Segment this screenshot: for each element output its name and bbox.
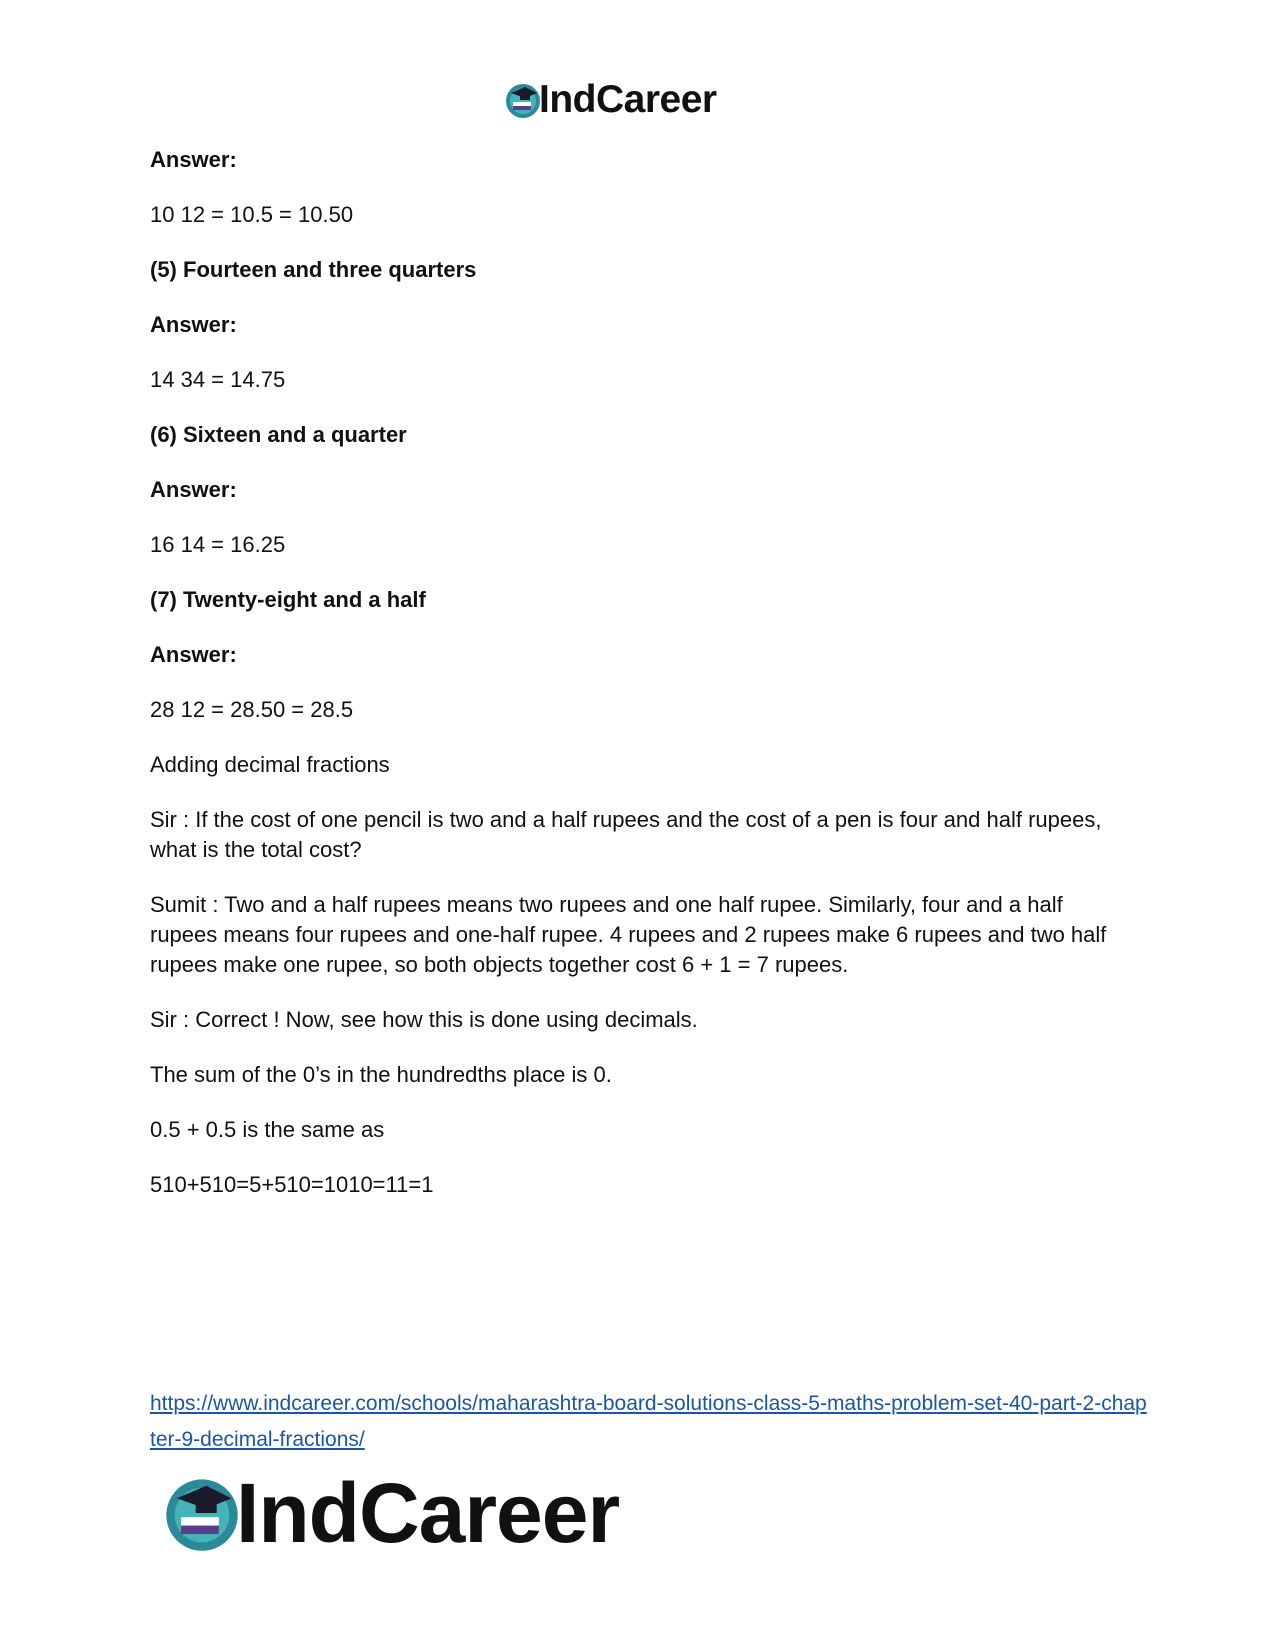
question-heading: (7) Twenty-eight and a half — [150, 587, 426, 612]
question-heading: (5) Fourteen and three quarters — [150, 257, 477, 282]
paragraph: Sir : Correct ! Now, see how this is done using decimals. — [150, 1007, 698, 1032]
answer-label: Answer: — [150, 312, 237, 337]
answer-label: Answer: — [150, 642, 237, 667]
globe-logo-icon — [503, 80, 543, 120]
answer-label: Answer: — [150, 147, 237, 172]
globe-logo-icon — [160, 1471, 244, 1555]
answer-text: 16 14 = 16.25 — [150, 532, 286, 557]
section-heading: Adding decimal fractions — [150, 752, 390, 777]
source-url-link[interactable]: https://www.indcareer.com/schools/maharashtra-board-solutions-class-5-maths-problem-set-40-part-2-chapter-9-decimal-fractions/ — [150, 1392, 1147, 1451]
equation-text: 510+510=5+510=1010=11=1 — [150, 1172, 434, 1197]
document-body — [150, 145, 1130, 1225]
header-logo — [503, 78, 717, 122]
logo-wordmark: IndCareer — [236, 1466, 620, 1560]
paragraph: Sumit : Two and a half rupees means two rupees and one half rupee. Similarly, four and a half rupees means four rupees and one-half rupee. 4 rupees and 2 rupees make 6 rupees and two half rupees make one rupee, so both objects together cost 6 + 1 = 7 rupees. — [150, 892, 1107, 977]
answer-label: Answer: — [150, 477, 237, 502]
logo-wordmark: IndCareer — [539, 78, 717, 121]
answer-text: 14 34 = 14.75 — [150, 367, 286, 392]
paragraph: The sum of the 0’s in the hundredths place is 0. — [150, 1062, 612, 1087]
footer-logo — [160, 1468, 619, 1558]
answer-text: 28 12 = 28.50 = 28.5 — [150, 697, 354, 722]
paragraph: Sir : If the cost of one pencil is two and a half rupees and the cost of a pen is four and half rupees, what is the total cost? — [150, 807, 1102, 862]
paragraph: 0.5 + 0.5 is the same as — [150, 1117, 385, 1142]
question-heading: (6) Sixteen and a quarter — [150, 422, 407, 447]
answer-text: 10 12 = 10.5 = 10.50 — [150, 202, 354, 227]
